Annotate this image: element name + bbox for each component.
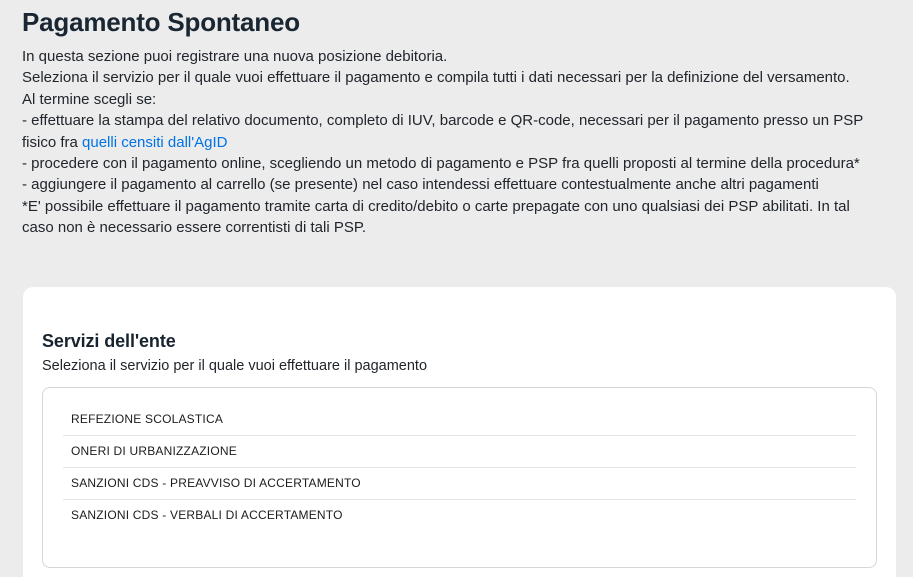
service-item-sanzioni-cds-preavviso[interactable]	[63, 467, 856, 499]
intro-line: Al termine scegli se:	[22, 90, 157, 108]
page-title: Pagamento Spontaneo	[22, 7, 300, 37]
services-heading: Servizi dell'ente	[42, 330, 176, 351]
service-item-refezione-scolastica[interactable]	[63, 403, 856, 435]
service-item-label: ONERI DI URBANIZZAZIONE	[71, 444, 237, 459]
intro-line: Seleziona il servizio per il quale vuoi effettuare il pagamento e compila tutti i dati necessari per la definizione del versamento.	[22, 69, 850, 87]
intro-line	[22, 132, 891, 153]
service-list	[42, 387, 877, 568]
content-area	[0, 0, 913, 239]
services-subtitle: Seleziona il servizio per il quale vuoi effettuare il pagamento	[42, 357, 428, 374]
service-item-label: SANZIONI CDS - PREAVVISO DI ACCERTAMENTO	[71, 476, 361, 491]
service-item-label: REFEZIONE SCOLASTICA	[71, 411, 224, 426]
services-card	[23, 287, 896, 577]
intro-line-prefix: fisico fra	[22, 133, 83, 151]
intro-line: caso non è necessario essere correntisti di tali PSP.	[22, 219, 367, 237]
intro-text	[22, 46, 891, 239]
agid-link[interactable]: quelli censiti dall'AgID	[82, 133, 228, 151]
service-item-label: SANZIONI CDS - VERBALI DI ACCERTAMENTO	[71, 508, 343, 523]
service-item-oneri-di-urbanizzazione[interactable]	[63, 435, 856, 467]
intro-line: - procedere con il pagamento online, scegliendo un metodo di pagamento e PSP fra quelli proposti al termine della procedura*	[22, 155, 860, 173]
intro-line: - effettuare la stampa del relativo documento, completo di IUV, barcode e QR-code, necessari per il pagamento presso un PSP	[22, 112, 864, 130]
service-item-sanzioni-cds-verbali[interactable]	[63, 499, 856, 531]
intro-line: - aggiungere il pagamento al carrello (se presente) nel caso intendessi effettuare contestualmente anche altri pagamenti	[22, 176, 819, 194]
intro-line: In questa sezione puoi registrare una nuova posizione debitoria.	[22, 48, 448, 65]
intro-line: *E' possibile effettuare il pagamento tramite carta di credito/debito o carte prepagate con uno qualsiasi dei PSP abilitati. In tal	[22, 197, 850, 215]
